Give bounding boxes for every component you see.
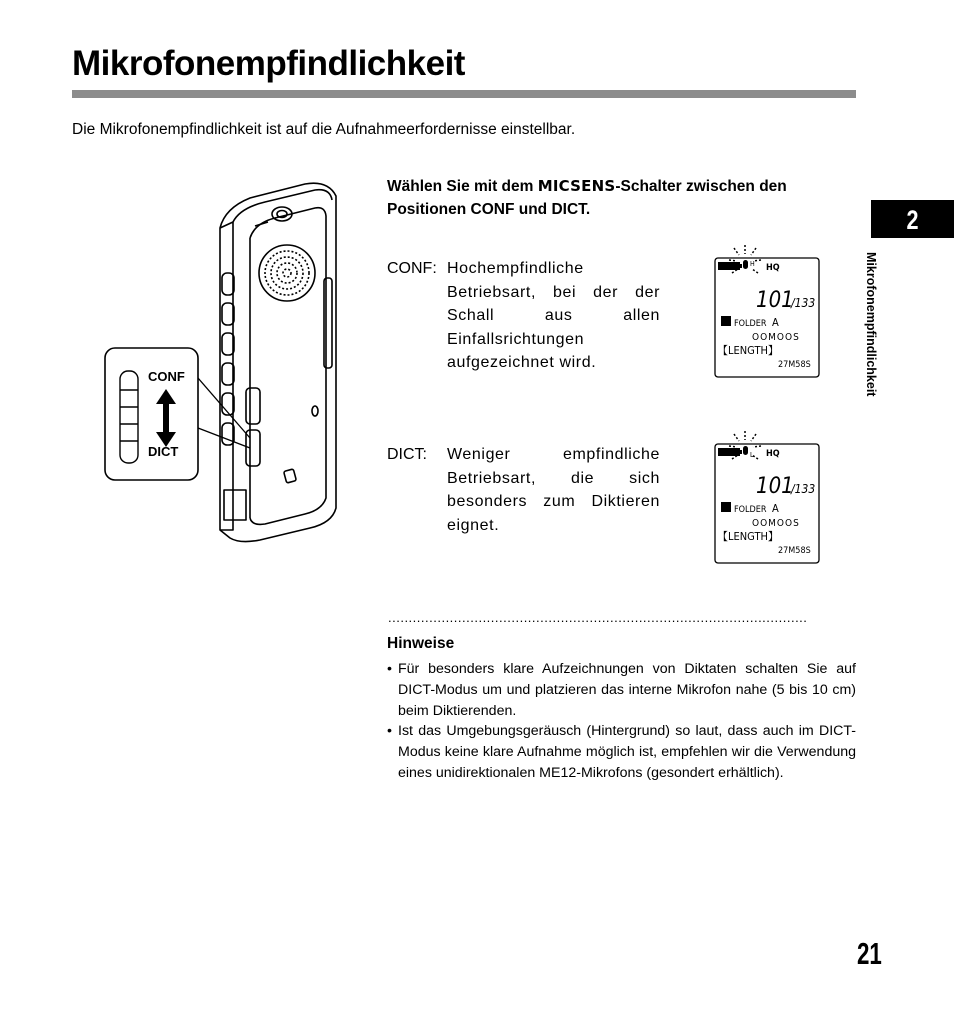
track-number: 101 (756, 288, 794, 313)
mic-mode: H (750, 260, 755, 268)
chapter-tab (871, 200, 954, 238)
notes-list (387, 659, 856, 784)
recorder-illustration (100, 178, 350, 548)
mic-mode: L (750, 451, 754, 459)
page-number: 21 (857, 936, 882, 971)
quality: HQ (766, 449, 780, 459)
chapter-number: 2 (906, 205, 919, 235)
mode-description: Hochempfindliche Betriebsart, bei der der Schall aus allen Einfallsrichtungen aufgezeichnet wird. (447, 260, 660, 371)
note-text: Für besonders klare Aufzeichnungen von Diktaten schalten Sie auf DICT-Modus um und platzieren das interne Mikrofon nahe (5 bis 10 cm) beim Diktierenden. (398, 661, 856, 719)
dict-label: DICT (148, 444, 179, 459)
instruction-prefix: Wählen Sie mit dem (387, 178, 538, 195)
note-text: Ist das Umgebungsgeräusch (Hintergrund) so laut, dass auch im DICT-Modus keine klare Aufnahme möglich ist, empfehlen wir die Verwendung eines unidirektionalen ME12-Mikrofons (gesondert erhältlich). (398, 723, 856, 781)
switch-name: MICSENS (537, 177, 616, 195)
title-rule (72, 90, 856, 98)
page-title: Mikrofonempfindlichkeit (72, 44, 465, 83)
time-readout: OOMOOS (752, 518, 800, 529)
folder-label: FOLDER (734, 319, 767, 329)
notes-separator: ...................................................................................................... (388, 610, 808, 625)
conf-label: CONF (148, 369, 185, 384)
instruction-suffix: -Schalter zwischen den Positionen CONF und DICT. (387, 178, 787, 218)
length-value: 27M58S (778, 360, 811, 370)
length-label: 【LENGTH】 (717, 530, 779, 543)
intro-text: Die Mikrofonempfindlichkeit ist auf die Aufnahmeerfordernisse einstellbar. (72, 121, 576, 138)
mode-label: CONF: (387, 260, 437, 277)
mode-label: DICT: (387, 446, 427, 463)
lcd-display-dict (712, 426, 822, 566)
side-title-text: Mikrofonempfindlichkeit (864, 252, 878, 397)
lcd-display-conf (712, 240, 822, 380)
list-item: • Für besonders klare Aufzeichnungen von Diktaten schalten Sie auf DICT-Modus um und platzieren das interne Mikrofon nahe (5 bis 10 cm) beim Diktierenden. (387, 661, 856, 719)
track-number: 101 (756, 474, 794, 499)
time-readout: OOMOOS (752, 332, 800, 343)
folder-label: FOLDER (734, 505, 767, 515)
mode-description: Weniger empfindliche Betriebsart, die sich besonders zum Diktieren eignet. (447, 446, 660, 534)
folder-value: A (772, 502, 779, 515)
list-item: • Ist das Umgebungsgeräusch (Hintergrund) so laut, dass auch im DICT-Modus keine klare Aufnahme möglich ist, empfehlen wir die Verwendung eines unidirektionalen ME12-Mikrofons (gesondert erhältlich). (387, 723, 856, 781)
quality: HQ (766, 263, 780, 273)
track-total: /133 (791, 296, 816, 310)
side-title (864, 252, 888, 442)
folder-value: A (772, 316, 779, 329)
track-total: /133 (791, 482, 816, 496)
notes-heading: Hinweise (387, 635, 455, 652)
length-label: 【LENGTH】 (717, 344, 779, 357)
instruction-text (387, 175, 857, 221)
length-value: 27M58S (778, 546, 811, 556)
